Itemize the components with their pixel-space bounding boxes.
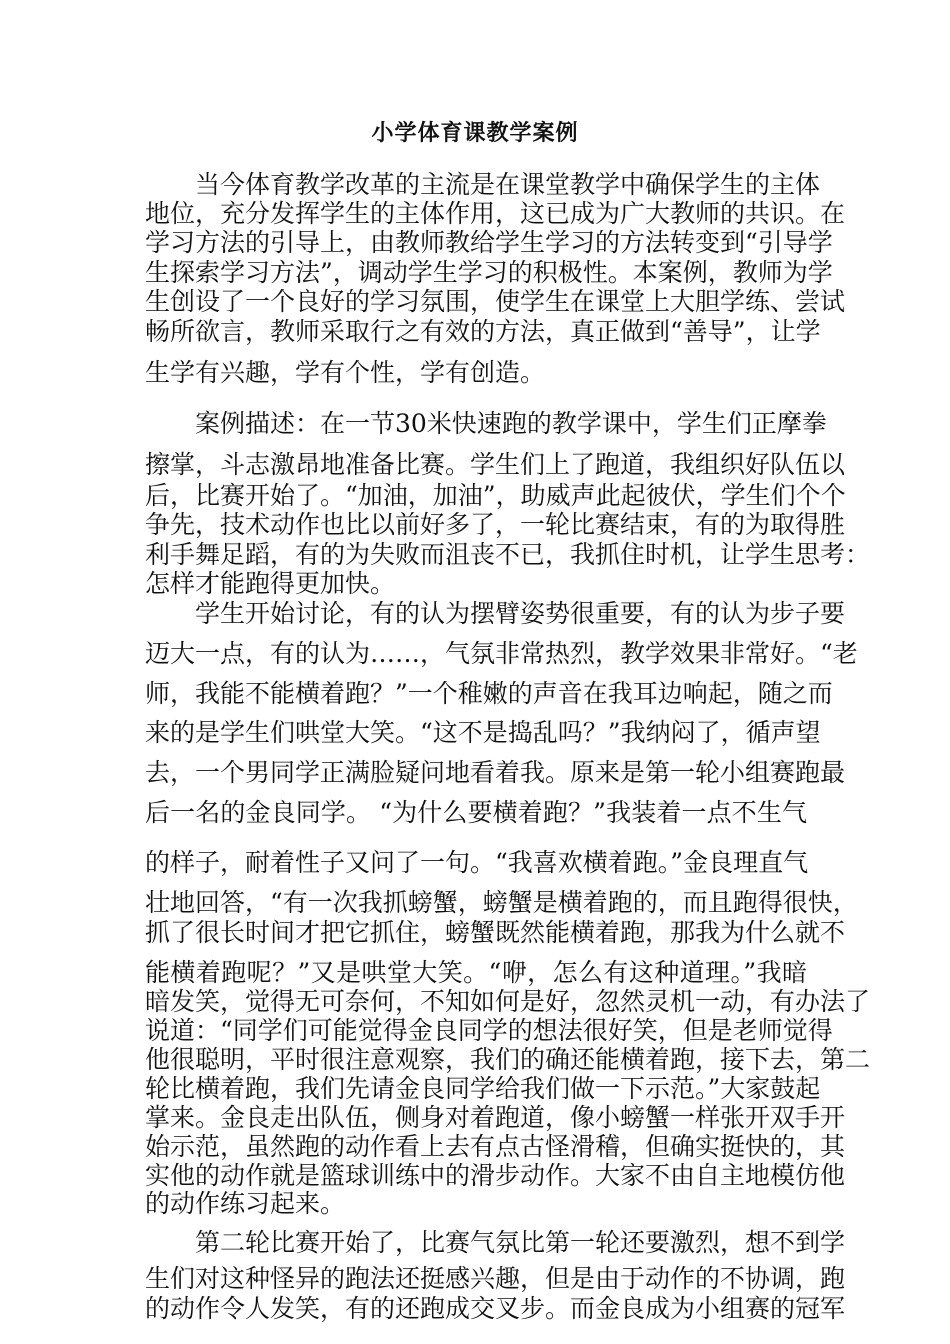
paragraph-line: 后一名的金良同学。 “为什么要横着跑？”我装着一点不生气 [145, 798, 807, 827]
paragraph-line: 后，比赛开始了。“加油，加油”，助威声此起彼伏，学生们个个 [145, 481, 846, 510]
document-title: 小学体育课教学案例 [371, 121, 579, 146]
paragraph-line: 迈大一点，有的认为……，气氛非常热烈，教学效果非常好。“老 [145, 639, 858, 668]
paragraph-line: 始示范，虽然跑的动作看上去有点古怪滑稽，但确实挺快的，其 [145, 1132, 846, 1161]
paragraph-line: 壮地回答，“有一次我抓螃蟹，螃蟹是横着跑的，而且跑得很快， [145, 888, 858, 917]
paragraph-line: 抓了很长时间才把它抓住，螃蟹既然能横着跑，那我为什么就不 [145, 918, 846, 947]
paragraph-line: 掌来。金良走出队伍，侧身对着跑道，像小螃蟹一样张开双手开 [145, 1103, 846, 1132]
paragraph-line: 生学有兴趣，学有个性，学有创造。 [145, 358, 546, 387]
paragraph-line: 生探索学习方法”，调动学生学习的积极性。本案例，教师为学 [145, 258, 833, 287]
paragraph-line: 来的是学生们哄堂大笑。“这不是捣乱吗？”我纳闷了，循声望 [145, 718, 821, 747]
paragraph-line: 畅所欲言，教师采取行之有效的方法，真正做到“善导”，让学 [145, 317, 821, 346]
paragraph-line: 怎样才能跑得更加快。 [145, 569, 396, 598]
paragraph-line: 的动作令人发笑，有的还跑成交叉步。而金良成为小组赛的冠军 [145, 1294, 846, 1323]
paragraph-line: 地位，充分发挥学生的主体作用，这已成为广大教师的共识。在 [145, 199, 846, 228]
paragraph-line: 争先，技术动作也比以前好多了，一轮比赛结束，有的为取得胜 [145, 510, 846, 539]
paragraph-line: 生们对这种怪异的跑法还挺感兴趣，但是由于动作的不协调，跑 [145, 1264, 846, 1293]
paragraph-line: 当今体育教学改革的主流是在课堂教学中确保学生的主体 [195, 170, 821, 199]
paragraph-line: 第二轮比赛开始了，比赛气氛比第一轮还要激烈，想不到学 [195, 1228, 846, 1257]
paragraph-line: 擦掌，斗志激昂地准备比赛。学生们上了跑道，我组织好队伍以 [145, 450, 846, 479]
paragraph-line: 实他的动作就是篮球训练中的滑步动作。大家不由自主地模仿他 [145, 1161, 846, 1190]
paragraph-line: 师，我能不能横着跑？”一个稚嫩的声音在我耳边响起，随之而 [145, 679, 833, 708]
paragraph-line: 轮比横着跑，我们先请金良同学给我们做一下示范。”大家鼓起 [145, 1074, 821, 1103]
paragraph-line: 的样子，耐着性子又问了一句。“我喜欢横着跑。”金良理直气 [145, 848, 809, 877]
paragraph-line: 学习方法的引导上，由教师教给学生学习的方法转变到“引导学 [145, 228, 833, 257]
paragraph-line: 案例描述：在一节30米快速跑的教学课中，学生们正摩拳 [195, 409, 827, 438]
paragraph-line: 利手舞足蹈，有的为失败而沮丧不已，我抓住时机，让学生思考： [145, 540, 871, 569]
paragraph-line: 去，一个男同学正满脸疑问地看着我。原来是第一轮小组赛跑最 [145, 758, 846, 787]
paragraph-line: 能横着跑呢？”又是哄堂大笑。“咿，怎么有这种道理。”我暗 [145, 958, 807, 987]
paragraph-line: 的动作练习起来。 [145, 1189, 346, 1218]
paragraph-line: 他很聪明，平时很注意观察，我们的确还能横着跑，接下去，第二 [145, 1045, 871, 1074]
paragraph-line: 说道：“同学们可能觉得金良同学的想法很好笑，但是老师觉得 [145, 1016, 833, 1045]
paragraph-line: 暗发笑，觉得无可奈何，不知如何是好，忽然灵机一动，有办法了 [145, 987, 871, 1016]
paragraph-line: 生创设了一个良好的学习氛围，使学生在课堂上大胆学练、尝试 [145, 287, 846, 316]
paragraph-line: 学生开始讨论，有的认为摆臂姿势很重要，有的认为步子要 [195, 599, 846, 628]
